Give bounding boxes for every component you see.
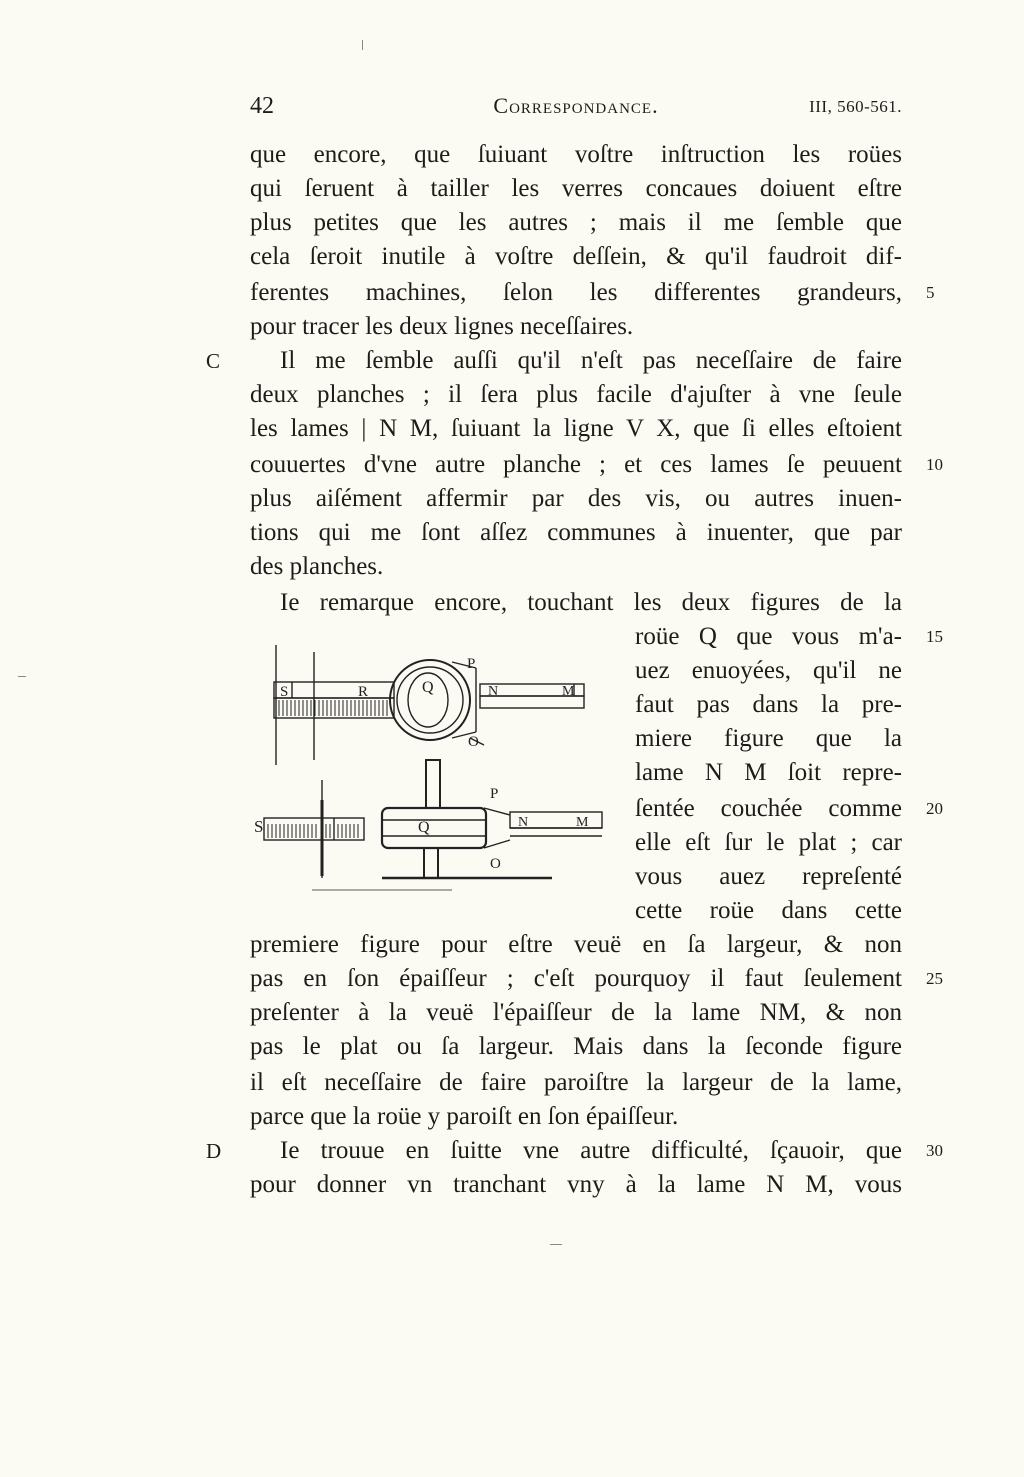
wheel-diagram — [252, 640, 612, 910]
text-line: Ie remarque encore, touchant les deux figures de la — [280, 589, 902, 616]
text-line: couuertes d'vne autre planche ; et ces lames ſe peuuent — [250, 451, 902, 478]
line-number: 30 — [926, 1141, 943, 1160]
text-line: plus petites que les autres ; mais il me ſemble que — [250, 209, 902, 236]
text-line: miere figure que la — [635, 725, 902, 752]
text-line: Il me ſemble auſſi qu'il n'eſt pas neceſſaire de faire — [280, 347, 902, 374]
text-line: lame N M ſoit repre- — [635, 759, 902, 786]
page-mark — [550, 1244, 562, 1245]
running-title: Correspondance. — [493, 93, 659, 118]
text-line: cela ſeroit inutile à voſtre deſſein, & qu'il faudroit dif- — [250, 243, 902, 270]
first-figure-hatching — [279, 700, 387, 716]
text-line: uez enuoyées, qu'il ne — [635, 657, 902, 684]
text-line: ſentée couchée comme — [635, 795, 902, 822]
label-n-bottom: N — [518, 815, 529, 830]
label-n-top: N — [488, 684, 499, 699]
line-number: 15 — [926, 627, 943, 646]
text-line: cette roüe dans cette — [635, 897, 902, 924]
text-line: pas le plat ou ſa largeur. Mais dans la ſeconde figure — [250, 1033, 902, 1060]
text-line: Ie trouue en ſuitte vne autre difficulté, ſçauoir, que — [280, 1137, 902, 1164]
margin-letter: C — [206, 349, 221, 373]
label-s-top: S — [280, 684, 289, 700]
page-mark — [18, 676, 26, 677]
page-mark — [362, 40, 363, 50]
text-line: premiere figure pour eſtre veuë en ſa largeur, & non — [250, 931, 902, 958]
line-number: 5 — [926, 283, 935, 302]
label-m-top: M — [562, 684, 575, 699]
label-o-bottom: O — [490, 856, 501, 872]
text-line: deux planches ; il ſera plus facile d'ajuſter à vne ſeule — [250, 381, 902, 408]
text-line: vous auez repreſenté — [635, 863, 902, 890]
text-line: il eſt neceſſaire de faire paroiſtre la largeur de la lame, — [250, 1069, 902, 1096]
text-line: qui ſeruent à tailler les verres concaues doiuent eſtre — [250, 175, 902, 202]
volume-reference: III, 560-561. — [809, 97, 902, 116]
label-s-bottom: S — [254, 817, 264, 836]
text-line: elle eſt ſur le plat ; car — [635, 829, 902, 856]
line-number: 25 — [926, 969, 943, 988]
first-figure — [274, 645, 584, 765]
text-line: des planches. — [250, 553, 384, 580]
text-line: plus aiſément affermir par des vis, ou autres inuen- — [250, 485, 902, 512]
text-line: parce que la roüe y paroiſt en ſon épaiſſeur. — [250, 1103, 679, 1130]
text-line: faut pas dans la pre- — [635, 691, 902, 718]
text-line: pas en ſon épaiſſeur ; c'eſt pourquoy il faut ſeulement — [250, 965, 902, 992]
wheel-diagram-svg — [252, 640, 612, 910]
margin-letter: D — [206, 1139, 222, 1163]
text-line: roüe Q que vous m'a- — [635, 623, 902, 650]
label-r: R — [358, 684, 369, 700]
label-p-bottom: P — [490, 786, 499, 802]
page-number: 42 — [250, 93, 274, 119]
line-number: 20 — [926, 799, 943, 818]
label-q-bottom: Q — [418, 819, 430, 836]
text-line: pour tracer les deux lignes neceſſaires. — [250, 313, 634, 340]
second-figure — [264, 760, 602, 890]
text-line: ferentes machines, ſelon les differentes grandeurs, — [250, 279, 902, 306]
running-header — [250, 93, 902, 129]
label-o-top: O — [468, 734, 479, 750]
label-q-top: Q — [422, 679, 434, 696]
line-number: 10 — [926, 455, 943, 474]
label-p-top: P — [467, 656, 476, 672]
text-line: preſenter à la veuë l'épaiſſeur de la lame NM, & non — [250, 999, 902, 1026]
label-m-bottom: M — [576, 815, 589, 830]
text-line: tions qui me ſont aſſez communes à inuenter, que par — [250, 519, 902, 546]
second-figure-hatching — [268, 824, 358, 838]
text-line: pour donner vn tranchant vny à la lame N M, vous — [250, 1171, 902, 1198]
text-line: les lames | N M, ſuiuant la ligne V X, que ſi elles eſtoient — [250, 415, 902, 442]
text-line: que encore, que ſuiuant voſtre inſtruction les roües — [250, 141, 902, 168]
